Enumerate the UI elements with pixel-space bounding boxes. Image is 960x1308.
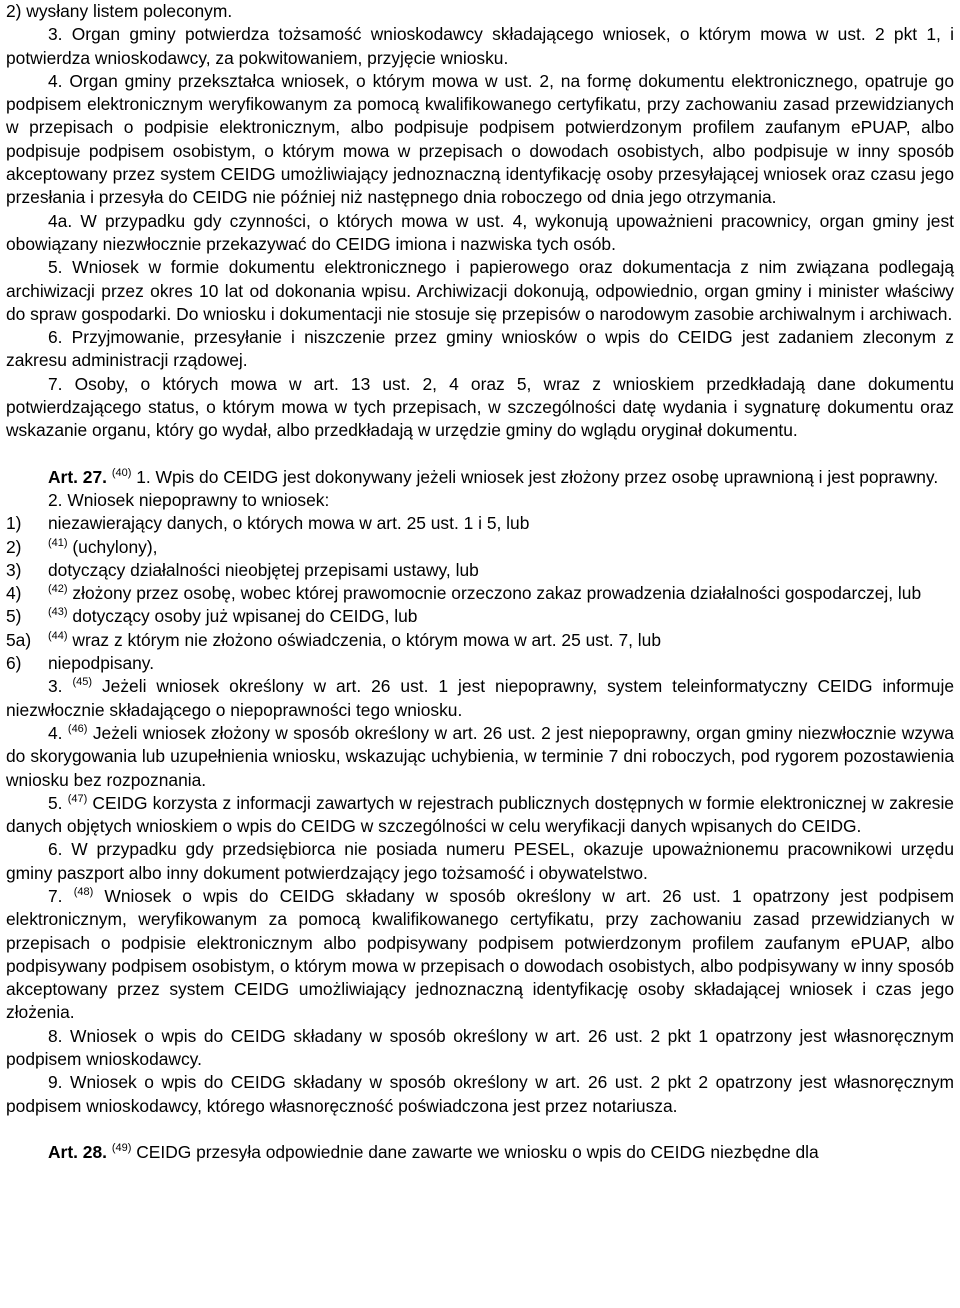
- list-item: [6, 605, 954, 628]
- list-item-text: [48, 652, 954, 675]
- para-number: 7.: [48, 885, 63, 906]
- art26-para-4a: 4a. W przypadku gdy czynności, o których mowa w ust. 4, wykonują upoważnieni pracownicy, organ gminy jest obowiązany niezwłocznie przekazywać do CEIDG imiona i nazwiska tych osób.: [6, 210, 954, 254]
- footnote-ref: (44): [48, 629, 68, 642]
- list-item: [6, 629, 954, 652]
- section-gap: [6, 443, 954, 466]
- art27-para-3: [6, 675, 954, 722]
- list-item-number: 6): [6, 653, 22, 674]
- art26-para-5: 5. Wniosek w formie dokumentu elektronicznego i papierowego oraz dokumentacja z nim związana podlegają archiwizacji przez okres 10 lat od dokonania wpisu. Archiwizacji dokonują, odpowiednio, organ gminy i minister właściwy do spraw gospodarki. Do wniosku i dokumentacji nie stosuje się przepisów o narodowym zasobie archiwalnym i archiwach.: [6, 257, 954, 324]
- art26-para-3: 3. Organ gminy potwierdza tożsamość wnioskodawcy składającego wniosek, o którym mowa w ust. 2 pkt 1, i potwierdza wnioskodawcy, za pokwitowaniem, przyjęcie wniosku.: [6, 24, 954, 68]
- art27-para-7: [6, 885, 954, 1025]
- footnote-ref: (48): [73, 885, 94, 898]
- footnote-ref: (45): [72, 676, 93, 689]
- art27-para-4: [6, 722, 954, 792]
- para-text: Wniosek o wpis do CEIDG składany w sposób określony w art. 26 ust. 1 opatrzony jest podpisem elektronicznym, weryfikowanym za pomocą kwalifikowanego certyfikatu, przy zachowaniu zasad przewidzianych w przepisach o podpisie elektronicznym albo podpisywany podpisem potwierdzonym profilem zaufanym ePUAP, albo podpisywany podpisem osobistym, o którym mowa w przepisach o dowodach osobistych, albo podpisywany w inny sposób akceptowany przez system CEIDG umożliwiający jednoznaczną identyfikację osoby składającej wniosek i czas jego złożenia.: [6, 885, 954, 1023]
- list-item-text: [48, 629, 954, 652]
- art27-para-6: 6. W przypadku gdy przedsiębiorca nie posiada numeru PESEL, okazuje upoważnionemu pracownikowi urzędu gminy paszport albo inny dokument potwierdzający jego tożsamość i obywatelstwo.: [6, 839, 954, 883]
- footnote-ref: (42): [48, 583, 68, 596]
- list-item-body: dotyczący działalności nieobjętej przepisami ustawy, lub: [48, 559, 479, 580]
- list-item-body: dotyczący osoby już wpisanej do CEIDG, lub: [67, 606, 418, 627]
- list-item-number: 4): [6, 583, 22, 604]
- art26-para-6: 6. Przyjmowanie, przesyłanie i niszczenie przez gminy wniosków o wpis do CEIDG jest zadaniem zleconym z zakresu administracji rządowej.: [6, 327, 954, 371]
- art27-items-list: [6, 512, 954, 675]
- art26-para-4: 4. Organ gminy przekształca wniosek, o którym mowa w ust. 2, na formę dokumentu elektronicznego, opatruje go podpisem elektronicznym weryfikowanym za pomocą kwalifikowanego certyfikatu, przy zachowaniu zasad przewidzianych w przepisach o podpisie elektronicznym, albo podpisuje podpisem potwierdzonym profilem zaufanym ePUAP, albo podpisuje podpisem osobistym, o którym mowa w przepisach o dowodach osobistych, albo podpisuje w inny sposób akceptowany przez system CEIDG umożliwiający jednoznaczną identyfikację osoby przesyłającej wniosek oraz czasu jego przesłania i przesyła do CEIDG nie później niż następnego dnia roboczego od dnia jego otrzymania.: [6, 70, 954, 208]
- art28-text: CEIDG przesyła odpowiednie dane zawarte we wniosku o wpis do CEIDG niezbędne dla: [131, 1141, 819, 1162]
- art26-para-7: 7. Osoby, o których mowa w art. 13 ust. 2, 4 oraz 5, wraz z wnioskiem przedkładają dane dokumentu potwierdzającego status, o którym mowa w tych przepisach, w szczególności datę wydania i sygnaturę dokumentu oraz wskazanie organu, który go wydał, albo przedkładają w urzędzie gminy do wglądu oryginał dokumentu.: [6, 373, 954, 441]
- art27-para-5: [6, 792, 954, 839]
- art27-heading: Art. 27.: [48, 466, 107, 487]
- list-item-body: niezawierający danych, o których mowa w art. 25 ust. 1 i 5, lub: [48, 513, 530, 534]
- art27-para-1-text: 1. Wpis do CEIDG jest dokonywany jeżeli wniosek jest złożony przez osobę uprawnioną i jest poprawny.: [131, 466, 939, 487]
- list-item-number: 3): [6, 559, 22, 580]
- footnote-ref: (41): [48, 536, 68, 549]
- list-item-body: wraz z którym nie złożono oświadczenia, o którym mowa w art. 25 ust. 7, lub: [67, 629, 662, 650]
- list-item: [6, 512, 954, 535]
- list-item-body: niepodpisany.: [48, 653, 155, 674]
- list-item-body: złożony przez osobę, wobec której prawomocnie orzeczono zakaz prowadzenia działalności gospodarczej, lub: [67, 583, 922, 604]
- list-item-text: [48, 512, 954, 535]
- art27-para-9: 9. Wniosek o wpis do CEIDG składany w sposób określony w art. 26 ust. 2 pkt 2 opatrzony jest własnoręcznym podpisem wnioskodawcy, którego własnoręczność poświadczona jest przez notariusza.: [6, 1072, 954, 1116]
- art27-para-1: [6, 466, 954, 489]
- para-text: CEIDG korzysta z informacji zawartych w rejestrach publicznych dostępnych w formie elektronicznej w zakresie danych objętych wnioskiem o wpis do CEIDG w szczególności w celu weryfikacji danych wpisanych do CEIDG.: [6, 792, 954, 837]
- art26-item-2: 2) wysłany listem poleconym.: [6, 1, 233, 21]
- list-item-number: 5a): [6, 629, 32, 650]
- para-text: Jeżeli wniosek określony w art. 26 ust. 1 jest niepoprawny, system teleinformatyczny CEIDG informuje niezwłocznie składającego o niepoprawności tego wniosku.: [6, 676, 954, 720]
- para-number: 5.: [48, 792, 63, 813]
- list-item-number: 5): [6, 606, 22, 627]
- footnote-ref: (46): [67, 722, 88, 735]
- footnote-ref: (49): [111, 1141, 132, 1154]
- para-number: 4.: [48, 722, 63, 743]
- list-item: [6, 559, 954, 582]
- list-item-number: 2): [6, 536, 22, 557]
- list-item-text: [48, 559, 954, 582]
- footnote-ref: (47): [67, 792, 88, 805]
- list-item-text: [48, 582, 954, 605]
- art28-para: [6, 1141, 954, 1164]
- list-item: [6, 652, 954, 675]
- footnote-ref: (40): [111, 466, 132, 479]
- list-item-text: [48, 605, 954, 628]
- para-text: Jeżeli wniosek złożony w sposób określony w art. 26 ust. 2 jest niepoprawny, organ gminy niezwłocznie wzywa do skorygowania lub uzupełnienia wniosku, wskazując uchybienia, w terminie 7 dni roboczych, pod rygorem pozostawienia wniosku bez rozpoznania.: [6, 722, 954, 790]
- list-item: [6, 582, 954, 605]
- para-number: 3.: [48, 676, 63, 697]
- footnote-ref: (43): [48, 606, 68, 619]
- art28-heading: Art. 28.: [48, 1141, 107, 1162]
- list-item: [6, 536, 954, 559]
- art27-para-2: 2. Wniosek niepoprawny to wniosek:: [48, 489, 330, 510]
- section-gap: [6, 1118, 954, 1141]
- list-item-text: [48, 536, 954, 559]
- art27-para-8: 8. Wniosek o wpis do CEIDG składany w sposób określony w art. 26 ust. 2 pkt 1 opatrzony jest własnoręcznym podpisem wnioskodawcy.: [6, 1025, 954, 1070]
- list-item-body: (uchylony),: [67, 536, 158, 557]
- list-item-number: 1): [6, 513, 22, 534]
